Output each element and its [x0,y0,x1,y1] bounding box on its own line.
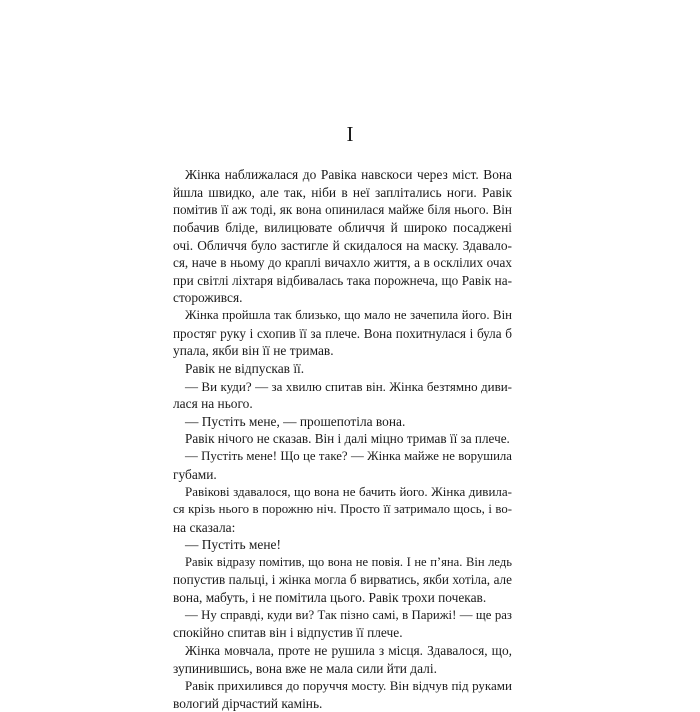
text-line: побачив бліде, вилицювате обличчя й широко посаджені [173,219,512,235]
text-line: Равік прихилився до поруччя мосту. Він відчув під руками [185,678,512,694]
text-line: ся, наче в ньому до краплі вичахло життя, а в осклілих очах [173,255,512,271]
text-line: йшла швидко, але так, ніби в неї заплітались ноги. Равік [173,184,512,200]
text-line: Равік нічого не сказав. Він і далі міцно тримав її за плече. [185,431,510,447]
text-line: очі. Обличчя було застигле й скидалося на маску. Здавало- [173,237,512,253]
text-line: Равік не відпускав її. [185,360,305,376]
text-line: простяг руку і схопив її за плече. Вона похитнулася і була б [173,325,512,341]
text-line: Равікові здавалося, що вона не бачить його. Жінка дивила- [185,484,512,500]
text-line: вона, мабуть, і не помітила цього. Равік трохи почекав. [173,590,487,605]
text-line: губами. [173,466,217,482]
text-line: — Ви куди? — за хвилю спитав він. Жінка безтямно диви- [185,378,512,394]
text-line: попустив пальці, і жінка могла б вирватись, якби хотіла, але [173,572,512,588]
text-line: Равік відразу помітив, що вона не повія. І не п’яна. Він ледь [185,554,512,569]
chapter-text [173,166,512,712]
text-line: Жінка пройшла так близько, що мало не зачепила його. Він [185,308,512,322]
text-line: на сказала: [173,519,236,535]
text-line: сторожився. [173,290,243,306]
chapter-number: I [346,122,354,146]
text-line: — Ну справді, куди ви? Так пізно самі, в Парижі! — ще раз [185,607,512,622]
text-line: — Пустіть мене, — прошепотіла вона. [185,413,406,429]
text-line: зупинившись, вона вже не мала сили йти далі. [173,660,437,676]
text-line: лася на нього. [173,396,253,412]
text-line: упала, якби він її не тримав. [173,343,334,359]
text-line: спокійно спитав він і відпустив її плече. [173,625,403,641]
text-line: вологий дірчастий камінь. [173,695,323,711]
text-line: помітив її аж тоді, як вона опинилася майже біля нього. Він [173,202,512,218]
text-line: Жінка наближалася до Равіка навскоси через міст. Вона [185,167,512,182]
text-line: при світлі ліхтаря відбивалась така порожнеча, що Равік на- [173,272,512,288]
text-line: Жінка мовчала, проте не рушила з місця. Здавалося, що, [185,642,512,658]
text-line: — Пустіть мене! Що це таке? — Жінка майже не ворушила [185,449,512,463]
text-line: ся крізь нього в порожню ніч. Просто її затримало щось, і во- [173,501,512,516]
text-line: — Пустіть мене! [185,537,281,553]
